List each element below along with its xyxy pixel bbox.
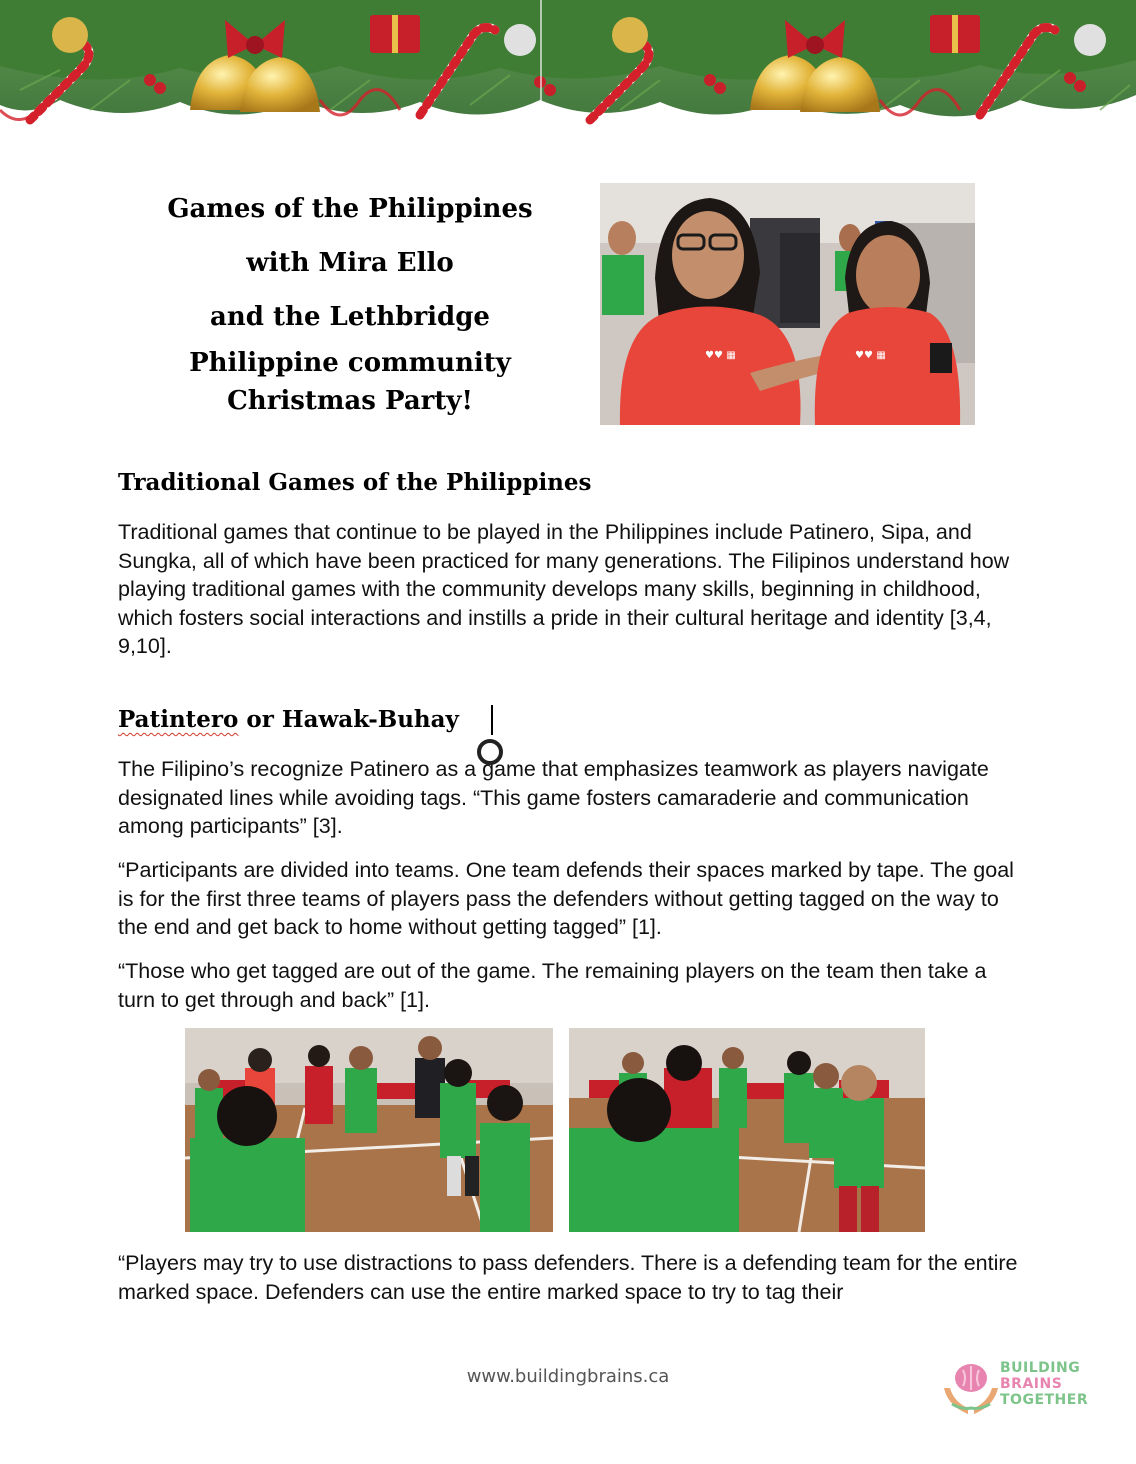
section-heading-traditional-games: Traditional Games of the Philippines (118, 469, 592, 496)
paragraph-patintero-intro: The Filipino’s recognize Patinero as a game that emphasizes teamwork as players navigate designated lines while avoiding tags. “This game fosters camaraderie and communication among participants” [3]. (118, 757, 989, 839)
mouse-cursor-icon (477, 739, 503, 765)
paragraph-traditional-games: Traditional games that continue to be played in the Philippines include Patinero, Sipa, and Sungka, all of which have been practiced for many generations. The Filipinos understand how playing traditional games with the community develops many skills, beginning in childhood, which fosters social interactions and instills a pride in their cultural heritage and identity [3,4, 9,10]. (118, 520, 1010, 659)
logo-line-together: TOGETHER (1000, 1392, 1089, 1408)
brain-hands-icon (942, 1358, 1000, 1418)
building-brains-together-logo (942, 1358, 1089, 1418)
photo-instructors (600, 183, 975, 425)
section-heading-patintero (118, 706, 459, 733)
title-line-4: Philippine community (189, 348, 511, 378)
photo-game-left (185, 1028, 553, 1232)
paragraph-patintero-distractions: “Players may try to use distractions to pass defenders. There is a defending team for the entire marked space. Defenders can use the entire marked space to try to tag their (118, 1251, 1018, 1304)
photo-game-right (569, 1028, 925, 1232)
text-caret (491, 705, 493, 735)
footer-website-url[interactable]: www.buildingbrains.ca (466, 1366, 670, 1387)
document-title (140, 182, 560, 420)
section-heading-patintero-rest: or Hawak-Buhay (238, 706, 459, 733)
title-line-5: Christmas Party! (227, 386, 473, 416)
spellcheck-word-patintero[interactable]: Patintero (118, 706, 239, 733)
logo-wordmark (1000, 1360, 1088, 1408)
title-line-3: and the Lethbridge (210, 302, 490, 332)
logo-line-brains: BRAINS (1000, 1376, 1063, 1392)
christmas-garland-banner (0, 0, 1136, 135)
garland-illustration (0, 0, 1136, 135)
svg-text:♥♥ ▦: ♥♥ ▦ (855, 350, 886, 361)
title-line-2: with Mira Ello (246, 248, 454, 278)
svg-text:♥♥ ▦: ♥♥ ▦ (705, 350, 736, 361)
paragraph-patintero-tagged: “Those who get tagged are out of the game. The remaining players on the team then take a turn to get through and back” [1]. (118, 959, 987, 1012)
logo-line-building: BUILDING (1000, 1360, 1081, 1376)
title-line-1: Games of the Philippines (167, 194, 533, 224)
paragraph-patintero-rules: “Participants are divided into teams. One team defends their spaces marked by tape. The goal is for the first three teams of players pass the defenders without getting tagged on the way to the end and get back to home without getting tagged” [1]. (118, 858, 1014, 940)
